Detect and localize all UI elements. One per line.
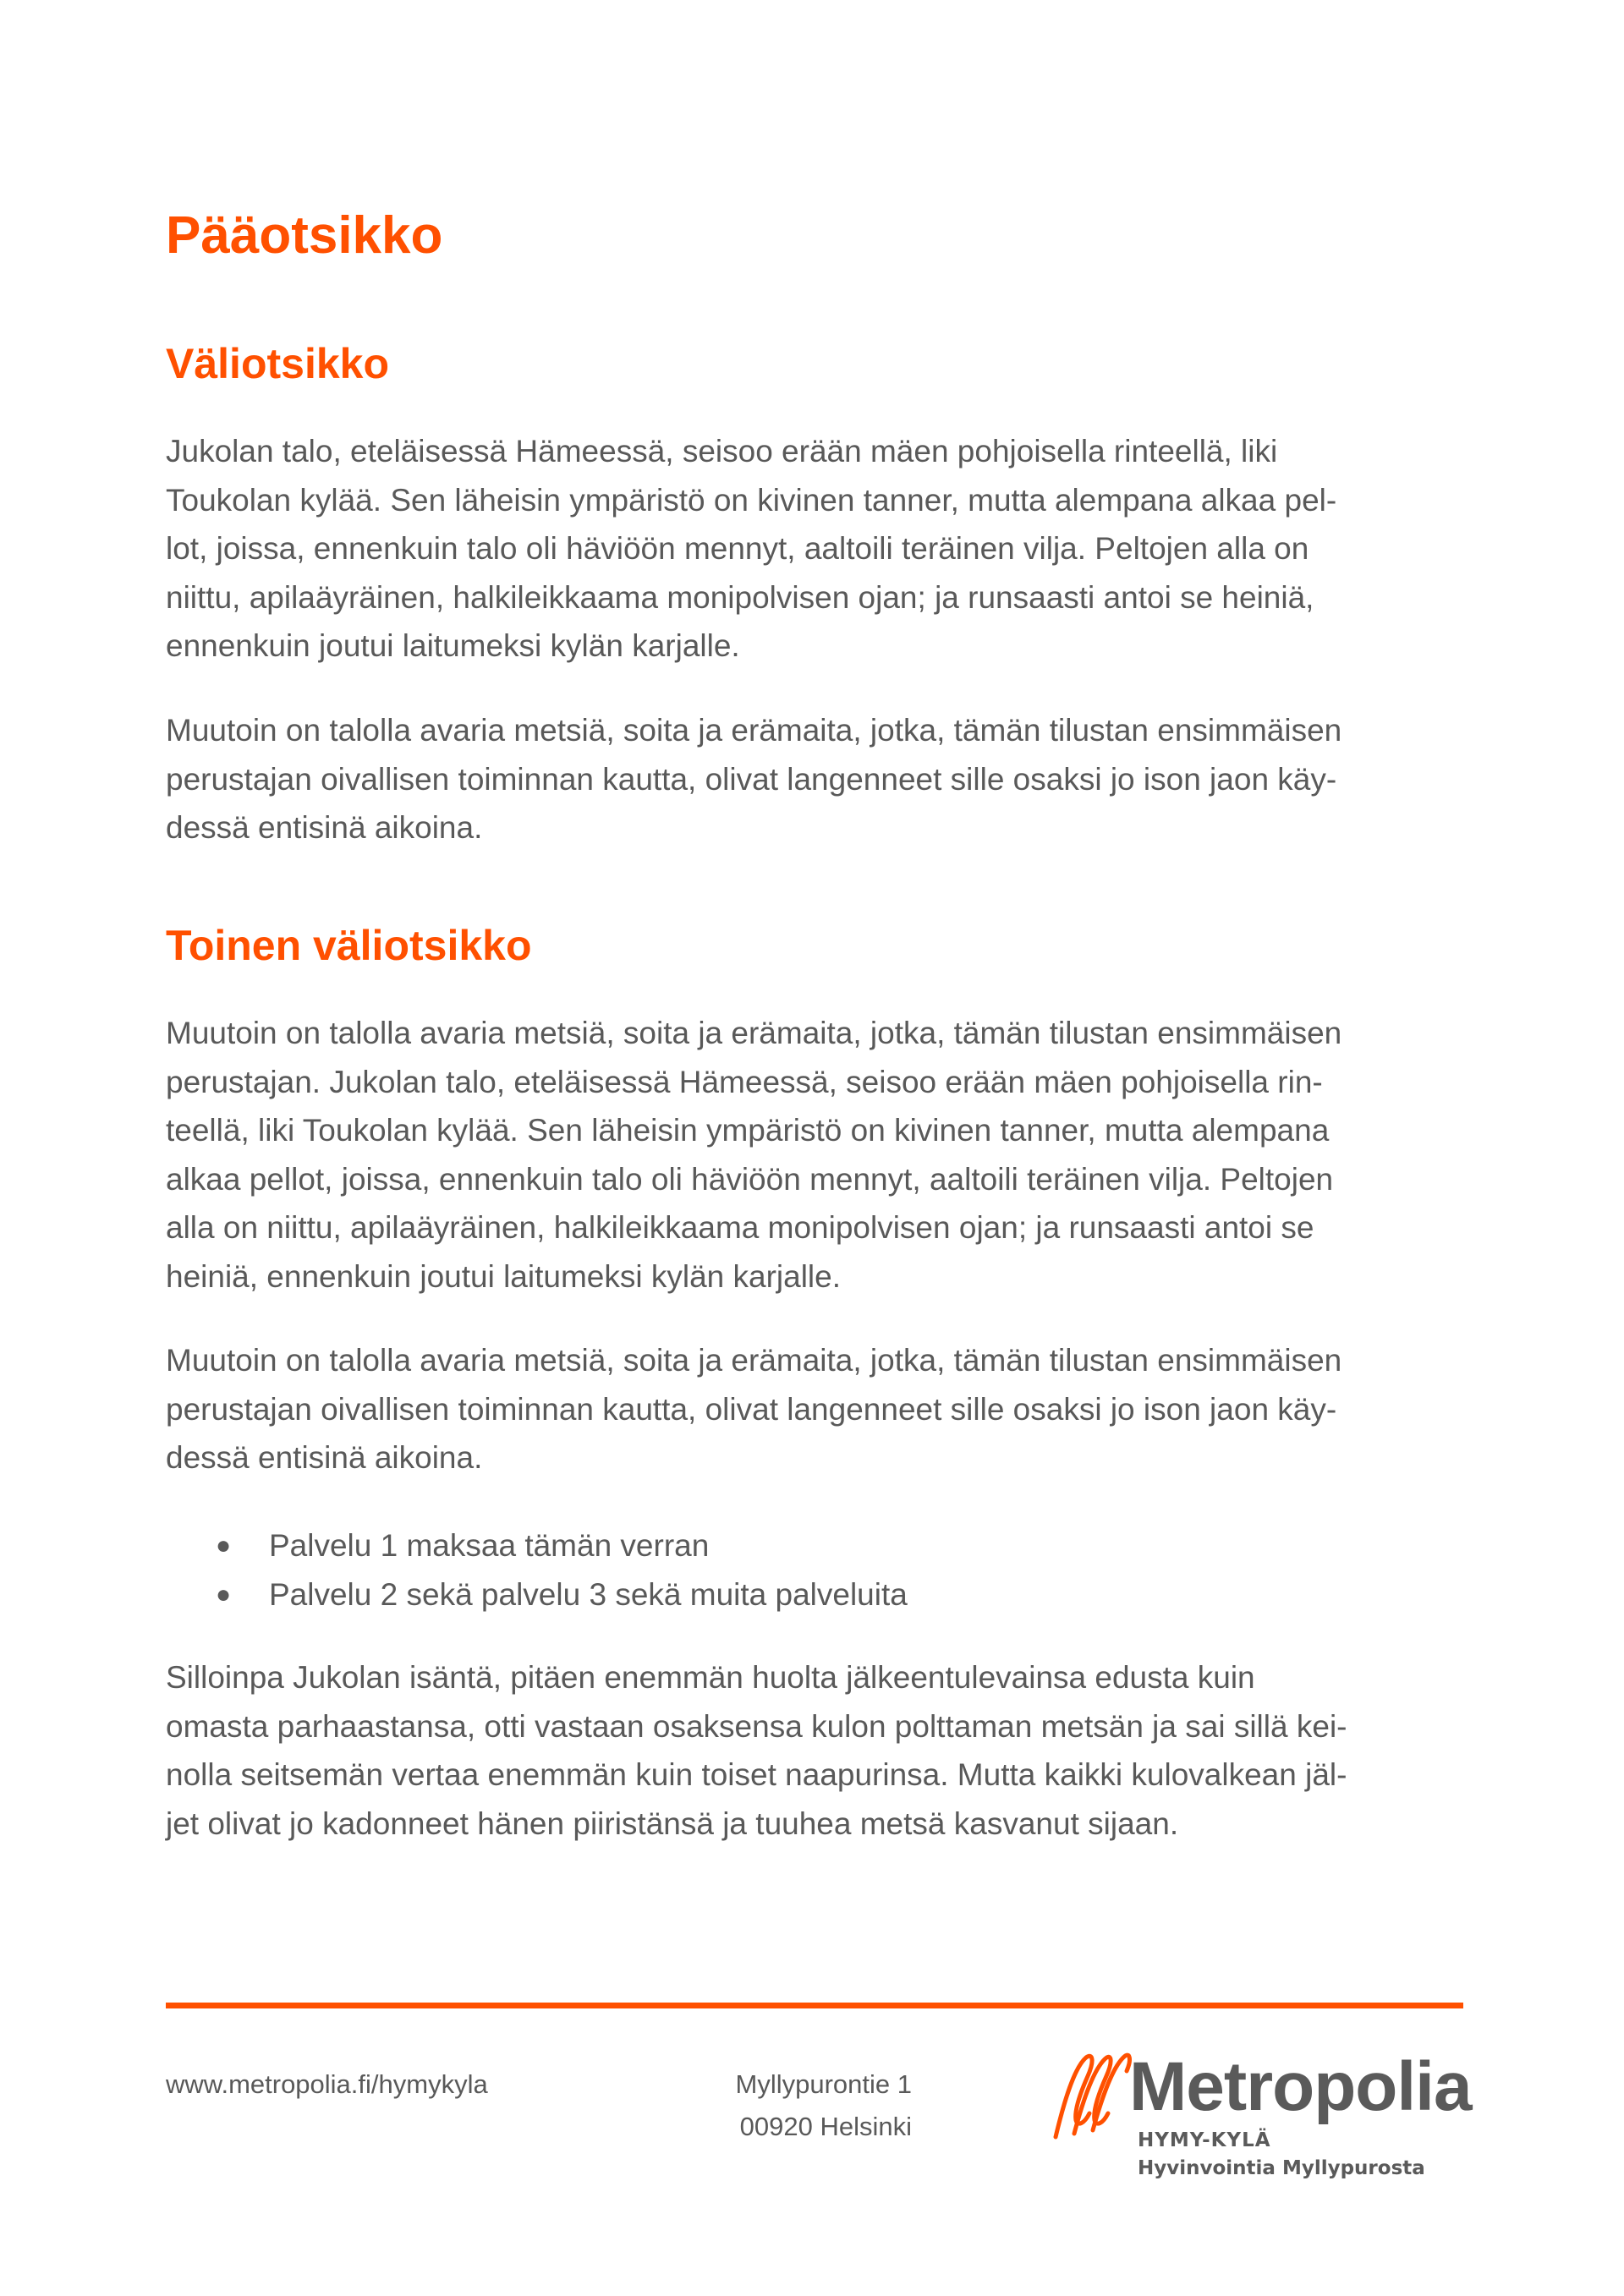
page-title: Pääotsikko: [166, 206, 443, 265]
paragraph-line: heiniä, ennenkuin joutui laitumeksi kylän karjalle.: [166, 1258, 842, 1294]
paragraph-2: [166, 706, 1463, 852]
paragraph-line: niittu, apilaäyräinen, halkileikkaama monipolvisen ojan; ja runsaasti antoi se heiniä,: [166, 579, 1314, 615]
address-city: 00920 Helsinki: [739, 2112, 912, 2141]
paragraph-1: [166, 427, 1463, 671]
paragraph-line: perustajan. Jukolan talo, eteläisessä Hämeessä, seisoo erään mäen pohjoisella rin-: [166, 1064, 1323, 1099]
logo-wordmark: Metropolia: [1129, 2048, 1472, 2125]
paragraph-line: nolla seitsemän vertaa enemmän kuin toiset naapurinsa. Mutta kaikki kulovalkean jäl-: [166, 1757, 1347, 1792]
paragraph-line: omasta parhaastansa, otti vastaan osaksensa kulon polttaman metsän ja sai sillä kei-: [166, 1708, 1347, 1744]
bullet-text: Palvelu 2 sekä palvelu 3 sekä muita palveluita: [269, 1576, 908, 1612]
logo-subtitle-2: Hyvinvointia Myllypurosta: [1138, 2157, 1425, 2179]
paragraph-line: Jukolan talo, eteläisessä Hämeessä, seisoo erään mäen pohjoisella rinteellä, liki: [166, 434, 1278, 469]
bullet-item: [166, 1521, 908, 1570]
paragraph-line: lot, joissa, ennenkuin talo oli häviöön mennyt, aaltoili teräinen vilja. Peltojen alla on: [166, 531, 1309, 566]
paragraph-line: Silloinpa Jukolan isäntä, pitäen enemmän huolta jälkeentulevainsa edusta kuin: [166, 1660, 1255, 1695]
metropolia-logo: [1049, 2042, 1472, 2190]
section-heading-2: Toinen väliotsikko: [166, 922, 532, 969]
metropolia-m-logo-icon: [1049, 2042, 1142, 2140]
paragraph-line: ennenkuin joutui laitumeksi kylän karjalle.: [166, 628, 740, 663]
paragraph-line: Toukolan kylää. Sen läheisin ympäristö on kivinen tanner, mutta alempana alkaa pel-: [166, 482, 1337, 518]
paragraph-4: [166, 1336, 1463, 1482]
paragraph-line: Muutoin on talolla avaria metsiä, soita ja erämaita, jotka, tämän tilustan ensimmäisen: [166, 1016, 1342, 1050]
address-street: Myllypurontie 1: [735, 2069, 912, 2099]
footer-address: [717, 2063, 912, 2148]
logo-subtitle-1: HYMY-KYLÄ: [1138, 2129, 1271, 2151]
section-heading-1: Väliotsikko: [166, 340, 389, 387]
bullet-item: [166, 1570, 908, 1619]
paragraph-5: [166, 1653, 1463, 1848]
paragraph-line: perustajan oivallisen toiminnan kautta, olivat langenneet sille osaksi jo ison jaon käy-: [166, 1391, 1337, 1427]
paragraph-3: [166, 1009, 1463, 1301]
bullet-dot-icon: ●: [216, 1532, 232, 1559]
footer-divider: [166, 2003, 1463, 2008]
paragraph-line: Muutoin on talolla avaria metsiä, soita ja erämaita, jotka, tämän tilustan ensimmäisen: [166, 713, 1342, 748]
paragraph-line: jet olivat jo kadonneet hänen piiristänsä ja tuuhea metsä kasvanut sijaan.: [166, 1806, 1179, 1841]
paragraph-line: alkaa pellot, joissa, ennenkuin talo oli häviöön mennyt, aaltoili teräinen vilja. Peltojen: [166, 1161, 1334, 1197]
paragraph-line: perustajan oivallisen toiminnan kautta, olivat langenneet sille osaksi jo ison jaon käy-: [166, 761, 1337, 797]
bullet-dot-icon: ●: [216, 1580, 232, 1608]
bullet-list: [166, 1521, 908, 1619]
paragraph-line: dessä entisinä aikoina.: [166, 1440, 483, 1475]
paragraph-line: alla on niittu, apilaäyräinen, halkileikkaama monipolvisen ojan; ja runsaasti antoi se: [166, 1210, 1314, 1245]
paragraph-line: teellä, liki Toukolan kylää. Sen läheisin ympäristö on kivinen tanner, mutta alempana: [166, 1113, 1330, 1148]
paragraph-line: Muutoin on talolla avaria metsiä, soita ja erämaita, jotka, tämän tilustan ensimmäisen: [166, 1343, 1342, 1378]
paragraph-line: dessä entisinä aikoina.: [166, 810, 483, 845]
bullet-text: Palvelu 1 maksaa tämän verran: [269, 1528, 710, 1563]
footer-url-link[interactable]: www.metropolia.fi/hymykyla: [166, 2069, 488, 2099]
